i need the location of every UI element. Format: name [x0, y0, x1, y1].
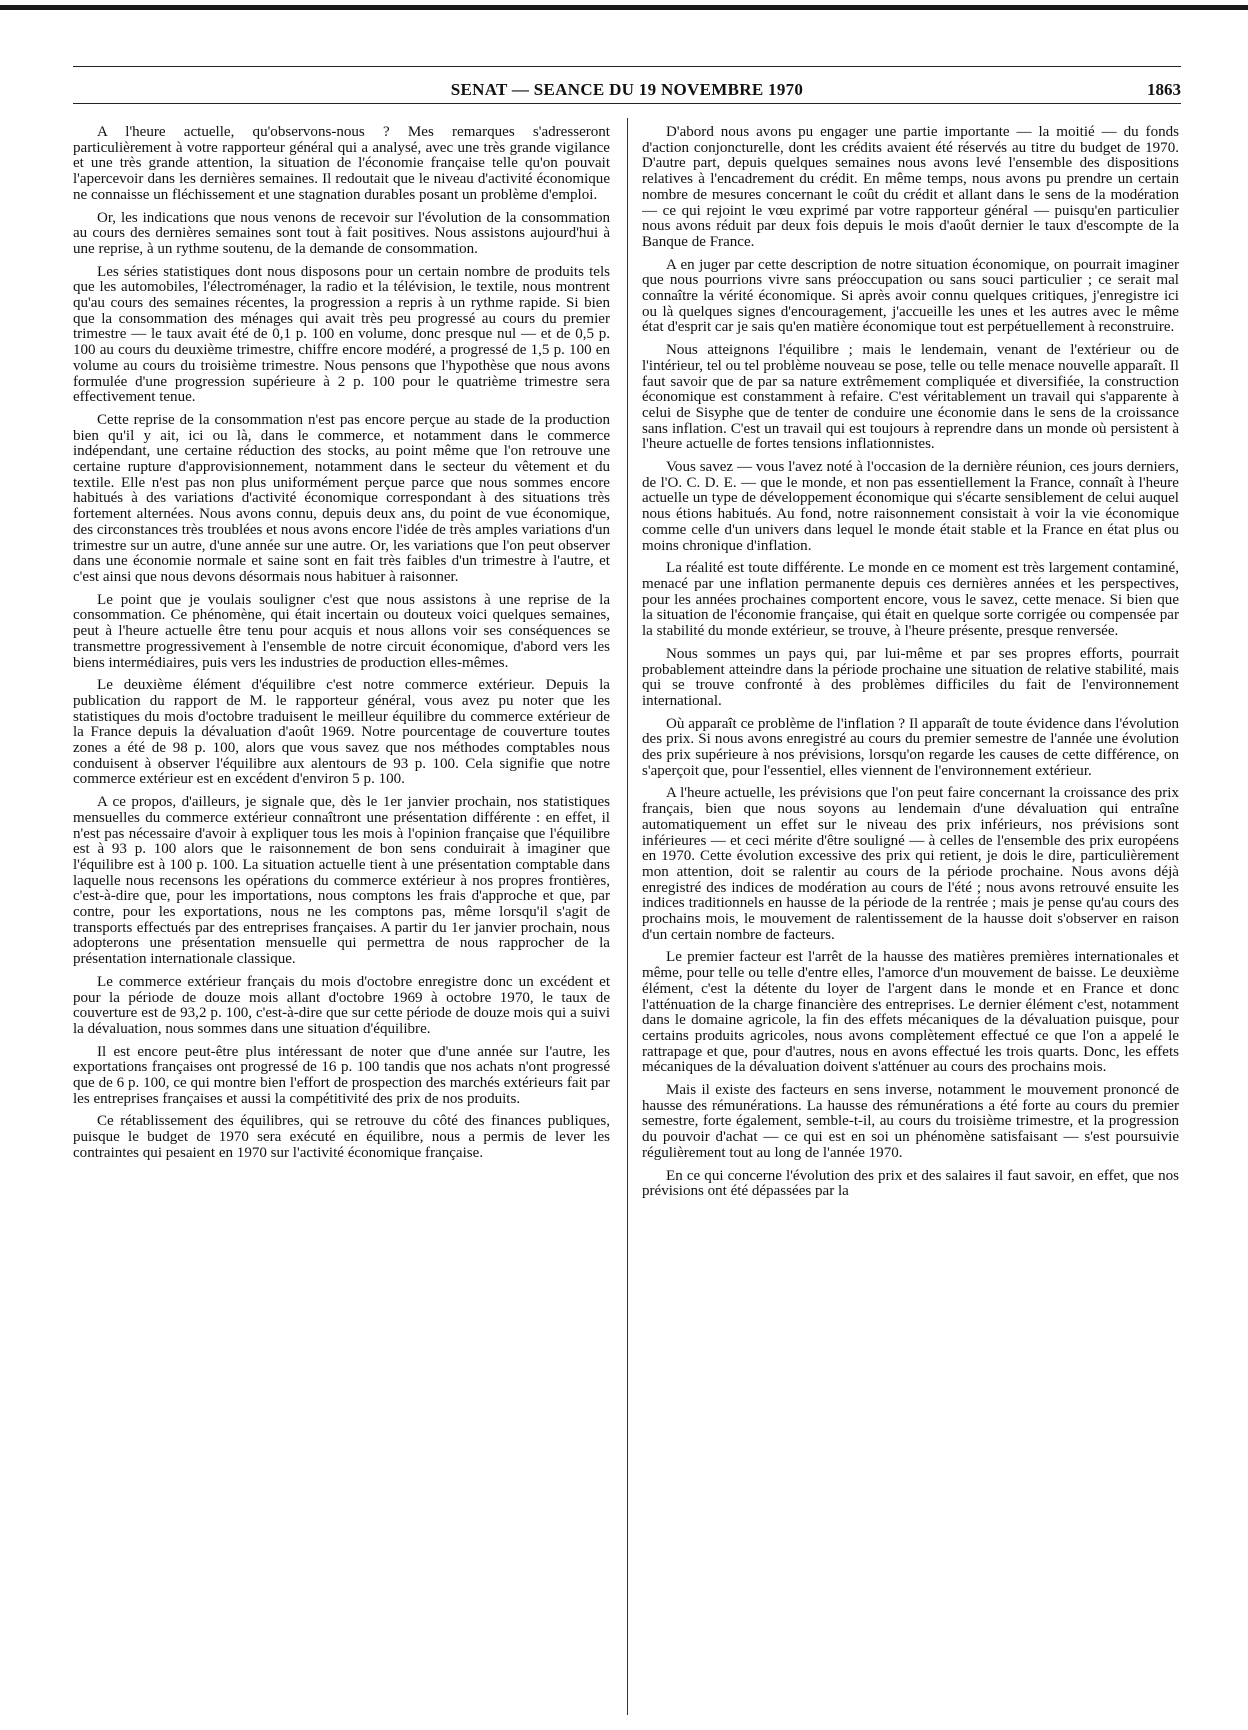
paragraph: Nous sommes un pays qui, par lui-même et par ses propres efforts, pourrait probablement atteindre dans la période prochaine une situation de relative stabilité, mais qui se trouve confronté à des problèmes difficiles du fait de l'environnement international. [642, 645, 1179, 709]
paragraph: A l'heure actuelle, qu'observons-nous ? Mes remarques s'adresseront particulièrement à votre rapporteur général qui a analysé, avec une très grande vigilance et une très grande attention, la situation de l'économie française telle qu'on pouvait l'apercevoir dans les dernières semaines. Il redoutait que le niveau d'activité économique ne connaisse un fléchissement et une stagnation durables posant un problème d'emploi. [73, 125, 610, 203]
paragraph: Il est encore peut-être plus intéressant de noter que d'une année sur l'autre, les exportations françaises ont progressé de 16 p. 100 tandis que nos achats n'ont progressé que de 6 p. 100, ce qui montre bien l'effort de prospection des marchés extérieurs fait par les entreprises françaises et aussi la compétitivité des prix de nos produits. [73, 1043, 610, 1107]
paragraph: Le deuxième élément d'équilibre c'est notre commerce extérieur. Depuis la publication du rapport de M. le rapporteur général, vous avez pu noter que les statistiques du mois d'octobre traduisent le meilleur équilibre du commerce extérieur de la France depuis la dévaluation d'août 1969. Notre pourcentage de couverture toutes zones a été de 98 p. 100, alors que vous savez que nos méthodes comptables nous conduisent à observer l'équilibre aux alentours de 93 p. 100. Cela signifie que notre commerce extérieur est en excédent d'environ 5 p. 100. [73, 677, 610, 788]
column-divider [627, 118, 628, 1715]
page-header [73, 66, 1181, 104]
page-number: 1863 [1147, 80, 1181, 99]
paragraph: D'abord nous avons pu engager une partie importante — la moitié — du fonds d'action conjoncturelle, dont les crédits avaient été réservés au titre du budget de 1970. D'autre part, depuis quelques semaines nous avons levé l'ensemble des dispositions relatives à l'encadrement du crédit. En même temps, nous avons pu prendre un certain nombre de mesures concernant le coût du crédit et allant dans le sens de la modération — ce qui rejoint le vœu exprimé par votre rapporteur général — puisqu'en particulier nous avons réduit par deux fois depuis le mois d'août dernier le taux d'escompte de la Banque de France. [642, 125, 1179, 250]
left-column [73, 125, 610, 1715]
top-border-rule [0, 5, 1248, 10]
paragraph: Nous atteignons l'équilibre ; mais le lendemain, venant de l'extérieur ou de l'intérieur, tel ou tel problème nouveau se pose, telle ou telle menace nouvelle apparaît. Il faut savoir que de par sa nature extrêmement compliquée et diversifiée, la construction économique est constamment à refaire. C'est véritablement un travail qui s'apparente à celui de Sisyphe que de tenter de conduire une économie dans le sens de la croissance sans inflation. C'est un travail qui est toujours à reprendre dans un monde où persistent à l'heure actuelle de fortes tensions inflationnistes. [642, 342, 1179, 453]
paragraph: A en juger par cette description de notre situation économique, on pourrait imaginer que nous pourrions vivre sans préoccupation ou sans souci particulier ; ce serait mal connaître la vérité économique. Si après avoir connu quelques critiques, j'enregistre ici ou là quelques signes d'encouragement, j'accueille les unes et les autres avec le même état d'esprit car je sais qu'en matière économique tout est perpétuellement à reconstruire. [642, 256, 1179, 336]
paragraph: Le premier facteur est l'arrêt de la hausse des matières premières internationales et même, pour telle ou telle d'entre elles, l'amorce d'un mouvement de baisse. Le deuxième élément, c'est la détente du loyer de l'argent dans le monde et en France et donc l'atténuation de la charge financière des entreprises. Le dernier élément c'est, notamment dans le domaine agricole, la fin des effets mécaniques de la dévaluation puisque, pour certains produits agricoles, nous avons complètement effectué ce que l'on a appelé le rattrapage et que, pour d'autres, nous en avons effectué les trois quarts. Donc, les effets mécaniques de la dévaluation doivent s'atténuer au cours des prochains mois. [642, 949, 1179, 1076]
paragraph: Cette reprise de la consommation n'est pas encore perçue au stade de la production bien qu'il y ait, ici ou là, dans le commerce, et notamment dans le commerce indépendant, une certaine réduction des stocks, au point même que l'on retrouve une certaine rupture d'approvisionnement, notamment dans le secteur du vêtement et du textile. Elle n'est pas non plus uniformément perçue parce que nous sommes encore habitués à des variations d'activité économique correspondant à des situations très fortement alternées. Nous avons connu, depuis deux ans, du point de vue économique, des circonstances très troublées et nous avons encore l'idée de très amples variations d'un trimestre sur un autre, d'une année sur une autre. Or, les variations que l'on peut observer dans une économie normale et saine sont en fait très faibles d'un trimestre à l'autre, et c'est ainsi que nous devons désormais nous habituer à raisonner. [73, 411, 610, 585]
paragraph: Vous savez — vous l'avez noté à l'occasion de la dernière réunion, ces jours derniers, de l'O. C. D. E. — que le monde, et non pas essentiellement la France, connaît à l'heure actuelle un type de développement économique qui s'écarte sensiblement de celui auquel nous étions habitués. Au fond, notre raisonnement consistait à voir la vie économique comme celle d'un univers dans lequel le monde était stable et la France en état plus ou moins chronique d'inflation. [642, 459, 1179, 554]
paragraph: A ce propos, d'ailleurs, je signale que, dès le 1er janvier prochain, nos statistiques mensuelles du commerce extérieur connaîtront une présentation différente : en effet, il n'est pas nécessaire d'avoir à expliquer tous les mois à l'opinion française que l'équilibre est à 93 p. 100 alors que le raisonnement de bon sens conduirait à imaginer que l'équilibre est à 100 p. 100. La situation actuelle tient à une présentation comptable dans laquelle nous recensons les opérations du commerce extérieur à nos propres frontières, c'est-à-dire que, pour les importations, nous comptons les frais d'approche et que, par contre, pour les exportations, nous ne les comptons pas, même lorsqu'il s'agit de transports effectués par des entreprises françaises. A partir du 1er janvier prochain, nous adopterons une présentation mensuelle qui permettra de nous rapprocher de la présentation internationale classique. [73, 794, 610, 968]
paragraph: Ce rétablissement des équilibres, qui se retrouve du côté des finances publiques, puisque le budget de 1970 sera exécuté en équilibre, nous a permis de lever les contraintes qui pesaient en 1970 sur l'activité économique française. [73, 1113, 610, 1161]
right-column [642, 125, 1179, 1715]
paragraph: Où apparaît ce problème de l'inflation ? Il apparaît de toute évidence dans l'évolution des prix. Si nous avons enregistré au cours du premier semestre de l'année une évolution des prix supérieure à nos prévisions, lorsqu'on regarde les causes de cette différence, on s'aperçoit que, pour l'essentiel, elles viennent de l'environnement extérieur. [642, 715, 1179, 779]
paragraph: Mais il existe des facteurs en sens inverse, notamment le mouvement prononcé de hausse des rémunérations. La hausse des rémunérations a été forte au cours du premier semestre, forte également, semble-t-il, au cours du troisième trimestre, et la progression du pouvoir d'achat — ce qui est en soi un phénomène satisfaisant — s'est poursuivie régulièrement tout au long de l'année 1970. [642, 1082, 1179, 1161]
paragraph: Or, les indications que nous venons de recevoir sur l'évolution de la consommation au cours des dernières semaines sont tout à fait positives. Nous assistons aujourd'hui à une reprise, à un rythme soutenu, de la demande de consommation. [73, 209, 610, 257]
paragraph: A l'heure actuelle, les prévisions que l'on peut faire concernant la croissance des prix français, bien que nous soyons au lendemain d'une dévaluation qui entraîne automatiquement un effet sur le niveau des prix inférieurs, nos prévisions sont inférieures — et ceci mérite d'être souligné — à celles de l'ensemble des prix européens en 1970. Cette évolution excessive des prix qui retient, je dois le dire, particulièrement mon attention, doit se ralentir au cours de la période prochaine. Nous avons déjà enregistré des indices de modération au cours de l'été ; nous avons retrouvé ensuite les indices traditionnels en hausse de la période de la rentrée ; mais je pense qu'au cours des prochains mois, le mouvement de ralentissement de la hausse doit s'observer en raison d'un certain nombre de facteurs. [642, 785, 1179, 943]
paragraph: Les séries statistiques dont nous disposons pour un certain nombre de produits tels que les automobiles, l'électroménager, la radio et la télévision, le textile, nous montrent qu'au cours des semaines récentes, la progression a repris à un rythme rapide. Si bien que la consommation des ménages qui avait très peu progressé au cours du premier trimestre — le taux avait été de 0,1 p. 100 en volume, donc presque nul — et de 0,5 p. 100 au cours du deuxième trimestre, chiffre encore modéré, a progressé de 1,5 p. 100 en volume au cours du troisième trimestre. Nous pensons que l'hypothèse que nous avons formulée d'une progression supérieure à 2 p. 100 pour le quatrième trimestre sera effectivement tenue. [73, 263, 610, 406]
paragraph: Le point que je voulais souligner c'est que nous assistons à une reprise de la consommation. Ce phénomène, qui était incertain ou douteux voici quelques semaines, peut à l'heure actuelle être tenu pour acquis et nous allons voir ses conséquences se transmettre progressivement à l'ensemble de notre circuit économique, d'abord vers les biens intermédiaires, puis vers les industries de production elles-mêmes. [73, 591, 610, 671]
paragraph: En ce qui concerne l'évolution des prix et des salaires il faut savoir, en effet, que nos prévisions ont été dépassées par la [642, 1167, 1179, 1200]
paragraph: La réalité est toute différente. Le monde en ce moment est très largement contaminé, menacé par une inflation permanente depuis ces dernières années et les perspectives, pour les années prochaines comportent encore, vous le savez, cette menace. Si bien que la situation de l'économie française, qui était en quelque sorte corrigée ou compensée par la stabilité du monde extérieur, se trouve, à l'heure présente, presque renversée. [642, 560, 1179, 640]
running-title: SENAT — SEANCE DU 19 NOVEMBRE 1970 [450, 80, 804, 99]
paragraph: Le commerce extérieur français du mois d'octobre enregistre donc un excédent et pour la période de douze mois allant d'octobre 1969 à octobre 1970, le taux de couverture est de 93,2 p. 100, c'est-à-dire que sur cette période de douze mois qui a suivi la dévaluation, nous sommes dans une situation d'équilibre. [73, 973, 610, 1037]
